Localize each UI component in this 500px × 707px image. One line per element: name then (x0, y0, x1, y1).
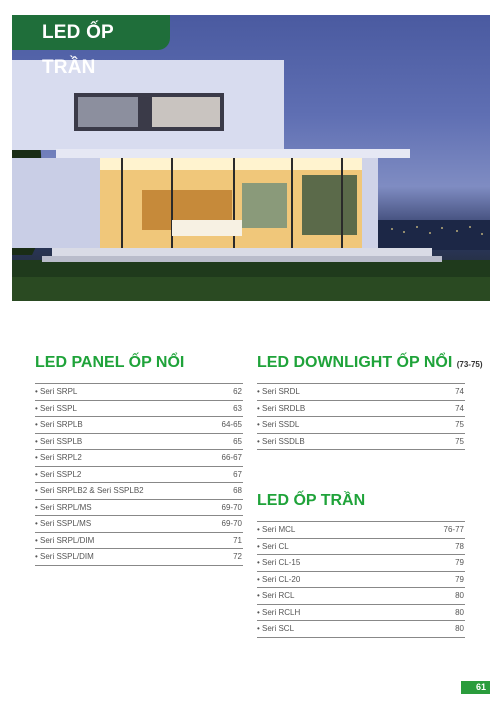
list-item (35, 401, 243, 418)
item-page: 80 (455, 591, 464, 600)
item-name: • Seri CL-20 (257, 574, 301, 584)
item-name: • Seri SSPL2 (35, 469, 82, 479)
item-page: 75 (455, 436, 464, 446)
panel-list (35, 383, 243, 566)
item-name: • Seri CL-15 (257, 558, 301, 567)
item-page: 79 (455, 574, 464, 584)
item-page: 80 (455, 624, 464, 633)
item-name: • Seri SRPL (35, 387, 78, 396)
list-item (257, 621, 465, 638)
item-page: 62 (233, 387, 242, 396)
list-item (35, 516, 243, 533)
list-item (257, 384, 465, 401)
ceiling-section-title: LED ỐP TRẦN (257, 492, 366, 509)
item-name: • Seri RCLH (257, 607, 301, 617)
category-tag: LED ỐP TRẦN (12, 15, 170, 50)
ceiling-list (257, 521, 465, 638)
list-item (257, 555, 465, 572)
item-name: • Seri SRDL (257, 387, 300, 396)
item-page: 67 (233, 469, 242, 479)
list-item (257, 539, 465, 556)
list-item (257, 434, 465, 451)
item-page: 69-70 (221, 502, 242, 512)
item-page: 80 (455, 607, 464, 617)
item-name: • Seri SRDLB (257, 403, 306, 413)
page-range: (73-75) (456, 360, 483, 369)
item-page: 63 (233, 403, 242, 413)
item-page: 76-77 (443, 525, 464, 534)
item-name: • Seri SSDL (257, 420, 300, 429)
item-name: • Seri SSPL/DIM (35, 552, 94, 561)
item-page: 79 (455, 558, 464, 567)
item-page: 72 (233, 552, 242, 561)
downlight-section (257, 352, 483, 450)
panel-section (35, 352, 243, 566)
list-item (35, 483, 243, 500)
ceiling-section (257, 490, 465, 638)
item-page: 74 (455, 387, 464, 396)
list-item (35, 384, 243, 401)
item-name: • Seri MCL (257, 525, 296, 534)
item-name: • Seri SSPL/MS (35, 519, 92, 528)
list-item (35, 434, 243, 451)
list-item (35, 417, 243, 434)
item-name: • Seri SRPLB2 & Seri SSPLB2 (35, 486, 144, 495)
downlight-section-title: LED DOWNLIGHT ỐP NỔI (73-75) (257, 354, 483, 371)
item-name: • Seri SSPLB (35, 436, 83, 446)
list-item (257, 417, 465, 434)
item-name: • Seri SRPLB (35, 420, 83, 429)
list-item (35, 500, 243, 517)
item-page: 74 (455, 403, 464, 413)
item-name: • Seri SCL (257, 624, 295, 633)
item-name: • Seri SRPL2 (35, 453, 82, 462)
list-item (35, 467, 243, 484)
item-page: 75 (455, 420, 464, 429)
list-item (35, 549, 243, 566)
item-page: 66-67 (221, 453, 242, 462)
item-page: 64-65 (221, 420, 242, 429)
list-item (257, 572, 465, 589)
right-column (257, 352, 483, 638)
page-number: 61 (461, 681, 490, 694)
panel-section-title: LED PANEL ỐP NỔI (35, 354, 185, 371)
item-name: • Seri SRPL/MS (35, 502, 92, 512)
item-page: 71 (233, 535, 242, 545)
list-item (257, 522, 465, 539)
item-page: 69-70 (221, 519, 242, 528)
list-item (257, 588, 465, 605)
item-name: • Seri SSDLB (257, 436, 305, 446)
item-page: 68 (233, 486, 242, 495)
list-item (257, 401, 465, 418)
downlight-list (257, 383, 465, 450)
list-item (35, 450, 243, 467)
item-page: 78 (455, 541, 464, 551)
item-name: • Seri CL (257, 541, 289, 551)
item-name: • Seri RCL (257, 591, 295, 600)
item-page: 65 (233, 436, 242, 446)
item-name: • Seri SSPL (35, 403, 77, 413)
list-item (257, 605, 465, 622)
item-name: • Seri SRPL/DIM (35, 535, 95, 545)
list-item (35, 533, 243, 550)
